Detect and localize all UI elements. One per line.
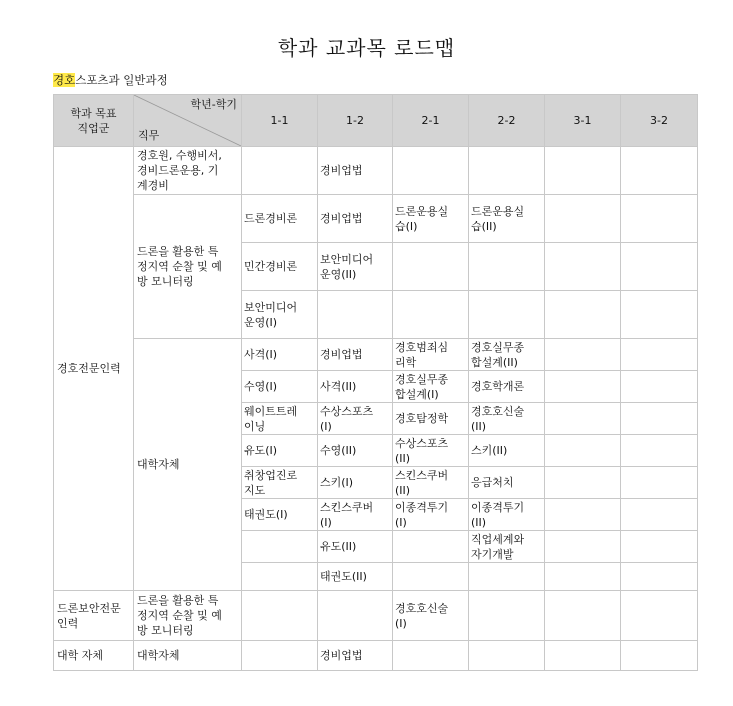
course-cell: 경호범죄심 리학 — [393, 339, 469, 371]
course-cell — [621, 243, 698, 291]
course-cell: 이종격투기 (II) — [469, 499, 545, 531]
course-cell — [545, 291, 621, 339]
course-cell: 경호실무종 합설계(I) — [393, 371, 469, 403]
page-title: 학과 교과목 로드맵 — [277, 36, 456, 60]
job-duty-label: 드론을 활용한 특 정지역 순찰 및 예 방 모니터링 — [137, 245, 222, 288]
course-cell — [318, 591, 393, 641]
course-cell: 드론경비론 — [242, 195, 318, 243]
table-row — [54, 339, 698, 371]
job-duty-cell — [134, 147, 242, 195]
course-cell: 드론운용실 습(II) — [469, 195, 545, 243]
table-row — [54, 591, 698, 641]
header-term: 2-1 — [393, 95, 469, 147]
course-cell — [242, 591, 318, 641]
course-cell: 직업세계와 자기개발 — [469, 531, 545, 563]
course-cell: 경비업법 — [318, 339, 393, 371]
job-group-cell — [54, 641, 134, 671]
course-cell — [393, 531, 469, 563]
header-term: 3-1 — [545, 95, 621, 147]
course-cell: 응급처치 — [469, 467, 545, 499]
course-cell — [545, 499, 621, 531]
document-subtitle — [53, 72, 168, 88]
course-cell: 취창업진로 지도 — [242, 467, 318, 499]
job-group-label: 드론보안전문 인력 — [57, 601, 121, 630]
job-group-label: 경호전문인력 — [57, 362, 121, 375]
course-cell: 유도(I) — [242, 435, 318, 467]
course-cell: 보안미디어 운영(I) — [242, 291, 318, 339]
course-cell: 스킨스쿠버 (I) — [318, 499, 393, 531]
highlighted-text: 경호 — [53, 73, 76, 87]
course-cell: 사격(II) — [318, 371, 393, 403]
job-duty-cell — [134, 339, 242, 591]
course-cell — [545, 467, 621, 499]
course-cell: 경비업법 — [318, 195, 393, 243]
course-cell: 수상스포츠 (I) — [318, 403, 393, 435]
course-cell: 경호실무종 합설계(II) — [469, 339, 545, 371]
roadmap-table — [53, 94, 698, 671]
course-cell — [545, 195, 621, 243]
job-duty-label: 대학자체 — [137, 649, 180, 662]
course-cell: 이종격투기 (I) — [393, 499, 469, 531]
course-cell: 경호학개론 — [469, 371, 545, 403]
table-row — [54, 195, 698, 243]
course-cell — [393, 291, 469, 339]
course-cell — [242, 641, 318, 671]
course-cell — [621, 591, 698, 641]
course-cell — [621, 339, 698, 371]
course-cell — [242, 563, 318, 591]
course-cell: 경호탐정학 — [393, 403, 469, 435]
course-cell — [393, 243, 469, 291]
table-row — [54, 147, 698, 195]
job-group-label: 대학 자체 — [57, 649, 104, 662]
course-cell — [393, 563, 469, 591]
course-cell — [469, 563, 545, 591]
course-cell — [545, 435, 621, 467]
course-cell — [545, 563, 621, 591]
table-row — [54, 641, 698, 671]
subtitle-text: 스포츠과 일반과정 — [75, 73, 168, 87]
header-diagonal-cell — [134, 95, 242, 147]
course-cell — [621, 147, 698, 195]
course-cell — [621, 371, 698, 403]
job-duty-label: 경호원, 수행비서, 경비드론운용, 기 계경비 — [137, 149, 222, 192]
header-term: 1-1 — [242, 95, 318, 147]
course-cell — [621, 291, 698, 339]
course-cell — [242, 147, 318, 195]
job-duty-label: 드론을 활용한 특 정지역 순찰 및 예 방 모니터링 — [137, 594, 222, 637]
course-cell — [545, 403, 621, 435]
course-cell: 태권도(I) — [242, 499, 318, 531]
course-cell: 태권도(II) — [318, 563, 393, 591]
course-cell — [318, 291, 393, 339]
header-row — [54, 95, 698, 147]
course-cell — [545, 243, 621, 291]
course-cell — [393, 147, 469, 195]
course-cell: 사격(I) — [242, 339, 318, 371]
course-cell: 스키(I) — [318, 467, 393, 499]
course-cell — [545, 339, 621, 371]
header-term: 3-2 — [621, 95, 698, 147]
course-cell — [242, 531, 318, 563]
course-cell: 유도(II) — [318, 531, 393, 563]
course-cell — [545, 641, 621, 671]
course-cell — [393, 641, 469, 671]
course-cell: 수영(I) — [242, 371, 318, 403]
job-group-cell — [54, 147, 134, 591]
course-cell — [545, 531, 621, 563]
header-term-label: 학년-학기 — [190, 98, 237, 111]
job-duty-cell — [134, 195, 242, 339]
course-cell: 수영(II) — [318, 435, 393, 467]
course-cell: 스키(II) — [469, 435, 545, 467]
course-cell: 드론운용실 습(I) — [393, 195, 469, 243]
course-cell — [469, 243, 545, 291]
job-duty-label: 대학자체 — [137, 458, 180, 471]
course-cell: 경비업법 — [318, 147, 393, 195]
course-cell — [621, 531, 698, 563]
header-duty-label: 직무 — [138, 129, 160, 142]
course-cell: 경비업법 — [318, 641, 393, 671]
course-cell: 수상스포츠 (II) — [393, 435, 469, 467]
header-term: 2-2 — [469, 95, 545, 147]
course-cell — [469, 641, 545, 671]
job-duty-cell — [134, 591, 242, 641]
course-cell — [469, 147, 545, 195]
course-cell — [621, 499, 698, 531]
course-cell — [621, 195, 698, 243]
course-cell — [621, 435, 698, 467]
header-goal-jobgroup — [54, 95, 134, 147]
course-cell — [545, 147, 621, 195]
course-cell — [469, 291, 545, 339]
course-cell: 스킨스쿠버 (II) — [393, 467, 469, 499]
course-cell — [621, 467, 698, 499]
header-term: 1-2 — [318, 95, 393, 147]
course-cell: 경호호신술 (II) — [469, 403, 545, 435]
course-cell — [621, 403, 698, 435]
course-cell: 민간경비론 — [242, 243, 318, 291]
header-goal-label: 학과 목표 직업군 — [70, 106, 117, 135]
course-cell — [469, 591, 545, 641]
course-cell — [621, 641, 698, 671]
course-cell — [621, 563, 698, 591]
course-cell — [545, 591, 621, 641]
course-cell — [545, 371, 621, 403]
course-cell: 웨이트트레 이닝 — [242, 403, 318, 435]
course-cell: 경호호신술 (I) — [393, 591, 469, 641]
course-cell: 보안미디어 운영(II) — [318, 243, 393, 291]
job-group-cell — [54, 591, 134, 641]
job-duty-cell — [134, 641, 242, 671]
